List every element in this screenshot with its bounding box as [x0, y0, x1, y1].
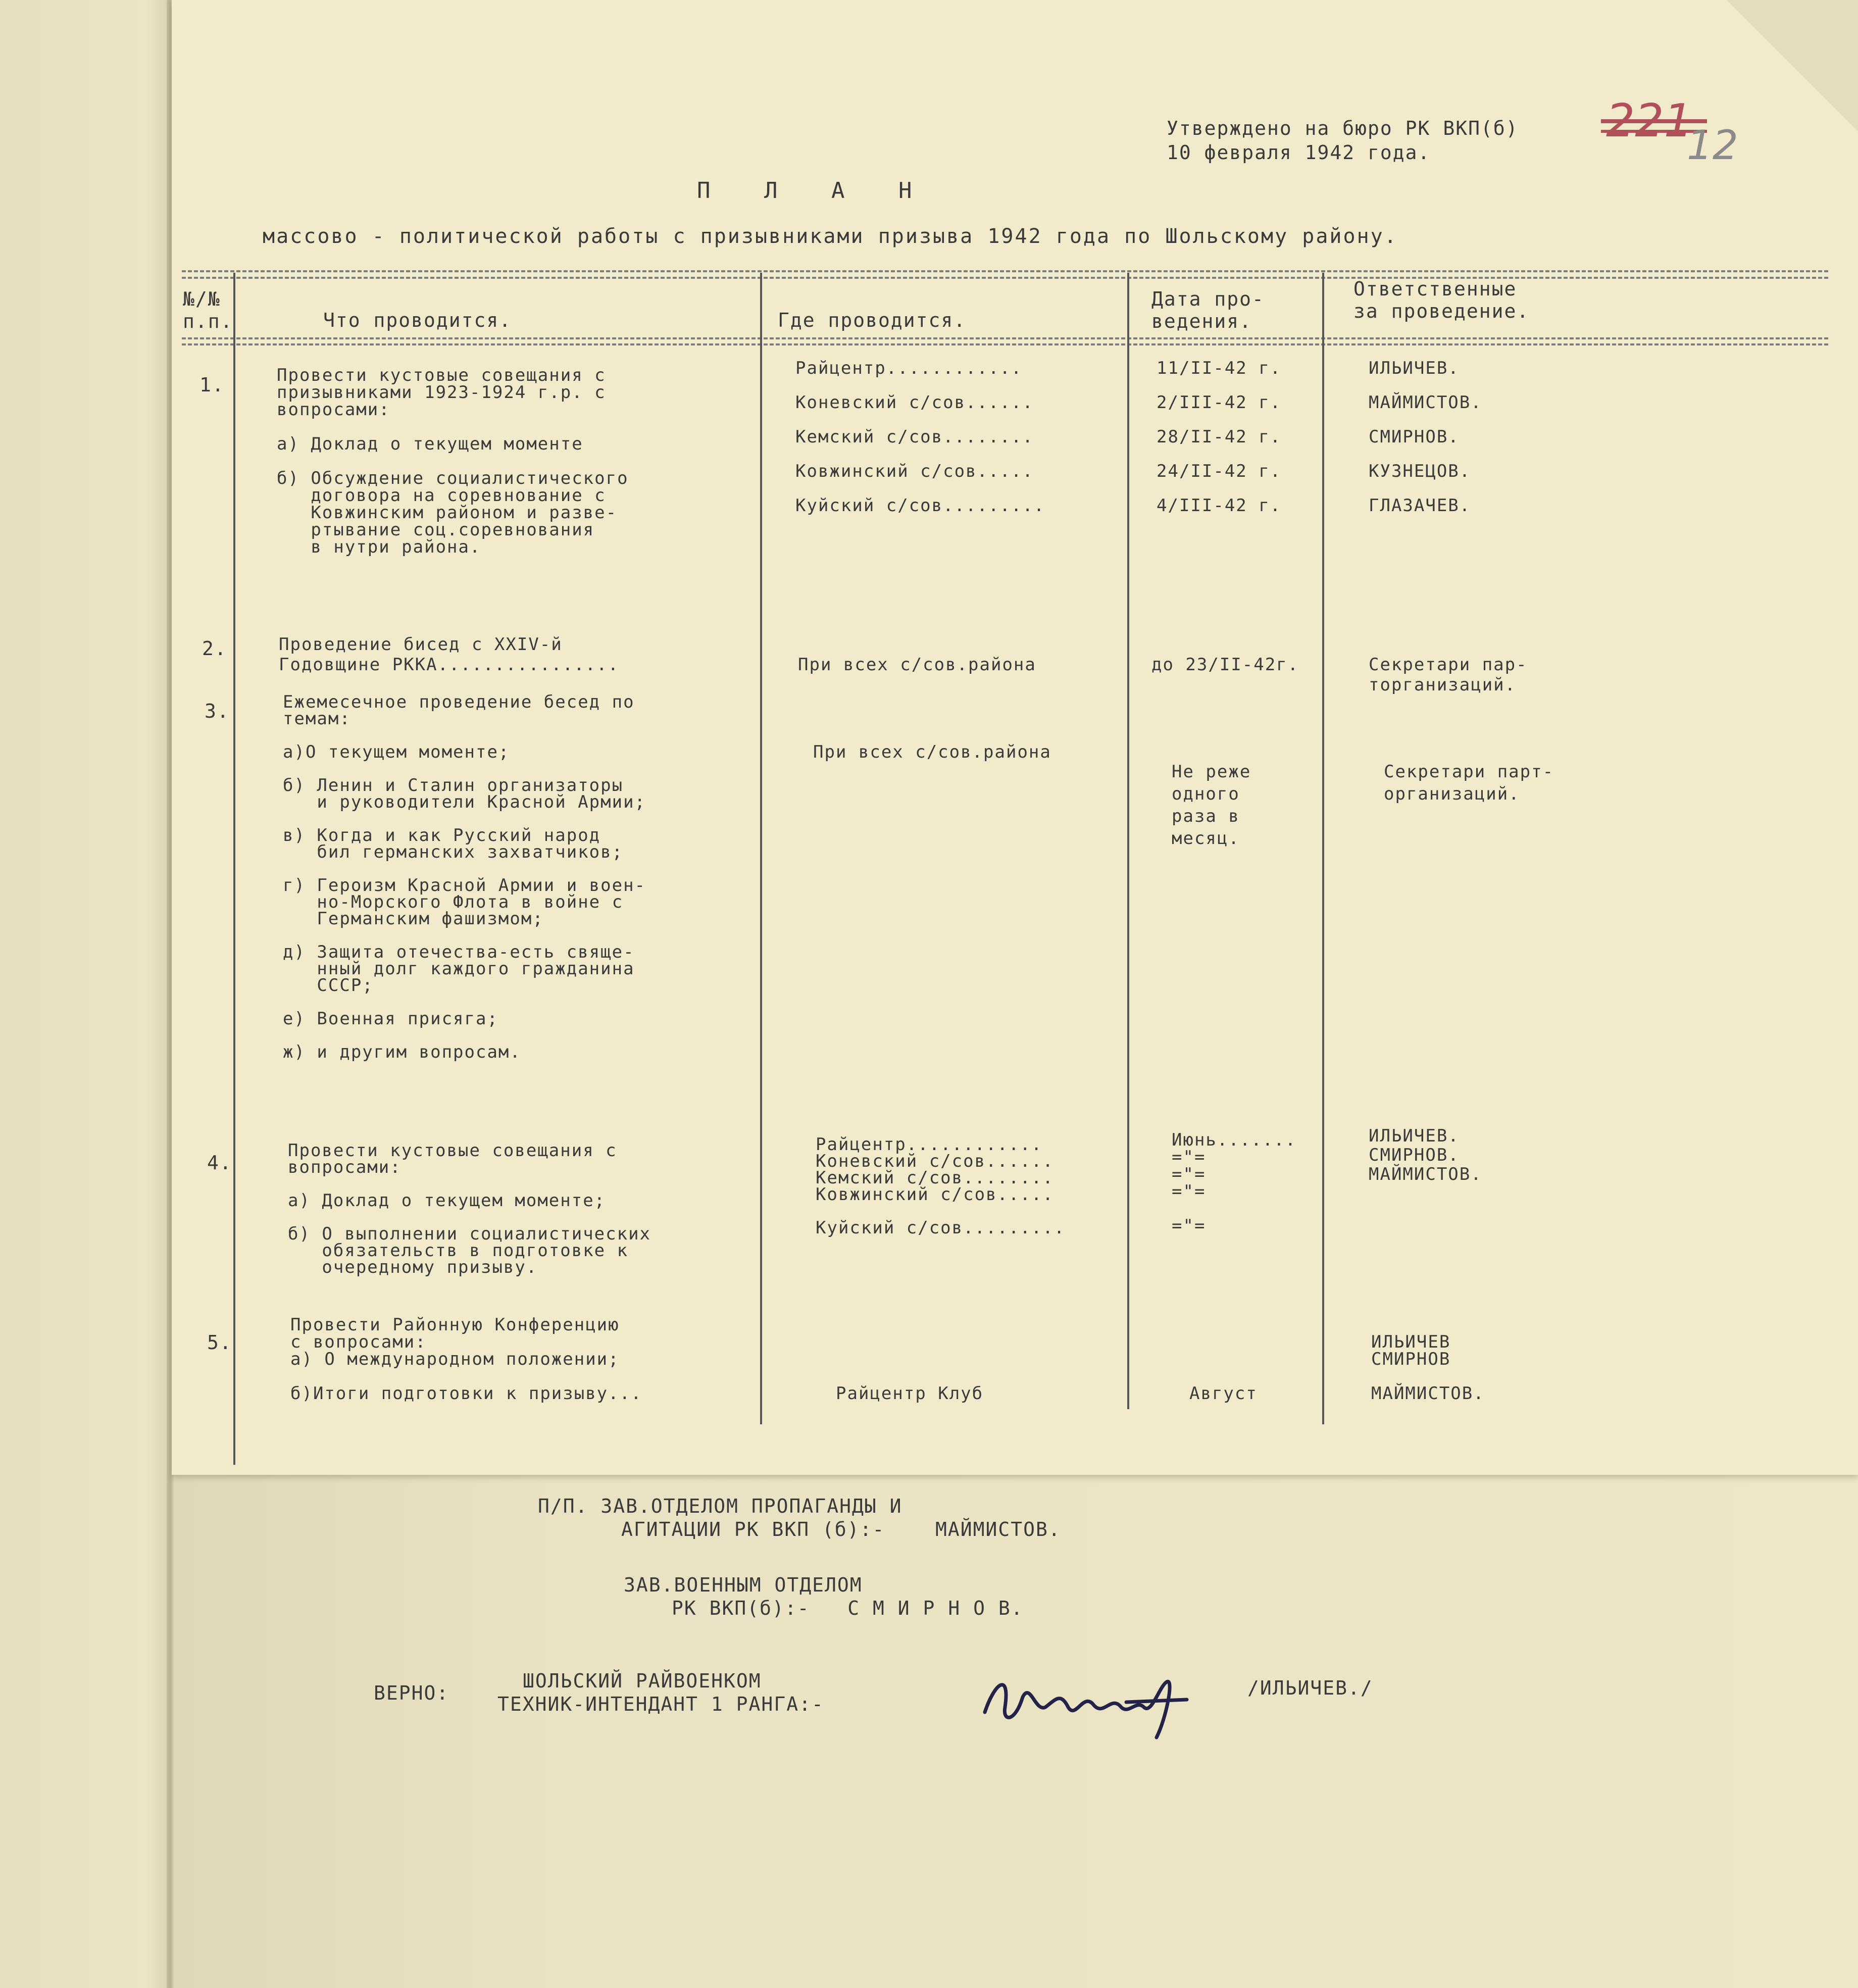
row2-what: Проведение бисед с XXIV-й Годовщине РККА................ [279, 634, 620, 675]
header-bottom-rule [182, 337, 1828, 339]
row2-date: до 23/II-42г. [1151, 655, 1299, 675]
row4-num: 4. [207, 1152, 232, 1174]
row3-date: Не реже одного раза в месяц. [1172, 762, 1251, 849]
row2-where: При всех с/сов.района [798, 655, 1036, 675]
row5-what: Провести Районную Конференцию с вопросами: а) О международном положении; б)Итоги подготовки к призыву... [290, 1315, 642, 1404]
left-page [0, 0, 172, 1988]
row1-resp: ИЛЬИЧЕВ. МАЙМИСТОВ. СМИРНОВ. КУЗНЕЦОВ. ГЛАЗАЧЕВ. [1369, 358, 1482, 516]
svg-text:12: 12 [1687, 122, 1738, 169]
handwritten-signature [975, 1652, 1227, 1753]
row3-num: 3. [205, 700, 230, 722]
row5-where: Райцентр Клуб [836, 1383, 984, 1404]
row1-what: Провести кустовые совещания с призывниками 1923-1924 г.р. с вопросами: а) Доклад о текущем моменте б) Обсуждение социалистического договора на соревнование с Ковжинским районом и разве- ртывание соц.соревнования в нутри района. [277, 365, 629, 557]
row3-what: Ежемесечное проведение бесед по темам: а)О текущем моменте; б) Ленин и Сталин организаторы и руководители Красной Армии; в) Когда и как Русский народ бил германских захватчиков; г) Героизм Красной Армии и воен- но-Морского Флота в войне с Германским фашизмом; д) Защита отечества-есть свяще- нный долг каждого гражданина СССР; е) Военная присяга; ж) и другим вопросам. [283, 692, 646, 1062]
table-top-rule-2 [182, 277, 1828, 279]
header-bottom-rule-2 [182, 343, 1828, 345]
row2-num: 2. [202, 637, 227, 660]
col-divider-4 [1322, 273, 1324, 1424]
signature-line-6: ТЕХНИК-ИНТЕНДАНТ 1 РАНГА:- [497, 1693, 824, 1715]
col-divider-1 [233, 273, 235, 1465]
signature-line-5: ШОЛЬСКИЙ РАЙВОЕНКОМ [523, 1670, 762, 1692]
row5-date: Август [1189, 1383, 1258, 1404]
row4-where: Райцентр............ Коневский с/сов...... Кемский с/сов........ Ковжинский с/сов..... Куйский с/сов......... [816, 1134, 1066, 1238]
header-where: Где проводится. [778, 309, 967, 331]
archive-number-stamp [1596, 91, 1738, 169]
signature-line-4: РК ВКП(б):- С М И Р Н О В. [672, 1597, 1024, 1619]
row2-resp: Секретари пар- торганизаций. [1369, 655, 1528, 695]
signature-name: /ИЛЬИЧЕВ./ [1247, 1677, 1373, 1699]
approval-line-2: 10 февраля 1942 года. [1167, 141, 1431, 164]
signature-line-2: АГИТАЦИИ РК ВКП (б):- МАЙМИСТОВ. [621, 1518, 1061, 1540]
table-top-rule [182, 270, 1828, 272]
plan-title: П Л А Н [697, 178, 932, 204]
row3-where: При всех с/сов.района [813, 742, 1051, 762]
plan-subtitle: массово - политической работы с призывниками призыва 1942 года по Шольскому району. [263, 225, 1398, 248]
approval-line-1: Утверждено на бюро РК ВКП(б) [1167, 117, 1519, 139]
col-divider-3 [1127, 273, 1129, 1409]
signature-line-3: ЗАВ.ВОЕННЫМ ОТДЕЛОМ [624, 1574, 863, 1596]
verno-label: ВЕРНО: [374, 1682, 449, 1704]
col-divider-2 [760, 273, 762, 1424]
header-date: Дата про- ведения. [1151, 288, 1265, 332]
header-num: №/№ п.п. [183, 288, 233, 332]
header-what: Что проводится. [323, 309, 512, 331]
row1-date: 11/II-42 г. 2/III-42 г. 28/II-42 г. 24/II-42 г. 4/III-42 г. [1157, 358, 1282, 516]
row4-date: Июнь....... ="= ="= ="= ="= [1172, 1130, 1297, 1236]
row4-what: Провести кустовые совещания с вопросами: а) Доклад о текущем моменте; б) О выполнении социалистических обязательств в подготовке к очередному призыву. [288, 1140, 651, 1277]
row1-num: 1. [199, 374, 225, 396]
row3-resp: Секретари парт- организаций. [1384, 762, 1554, 804]
row1-where: Райцентр............ Коневский с/сов...... Кемский с/сов........ Ковжинский с/сов..... Куйский с/сов......... [795, 358, 1045, 516]
row5-num: 5. [207, 1331, 232, 1354]
row5-resp: ИЛЬИЧЕВ СМИРНОВ МАЙМИСТОВ. [1371, 1332, 1485, 1404]
folded-corner [1727, 0, 1858, 131]
header-resp: Ответственные за проведение. [1353, 278, 1530, 322]
svg-text:221: 221 [1606, 94, 1693, 147]
signature-line-1: П/П. ЗАВ.ОТДЕЛОМ ПРОПАГАНДЫ И [538, 1495, 902, 1517]
row4-resp: ИЛЬИЧЕВ. СМИРНОВ. МАЙМИСТОВ. [1369, 1126, 1482, 1184]
